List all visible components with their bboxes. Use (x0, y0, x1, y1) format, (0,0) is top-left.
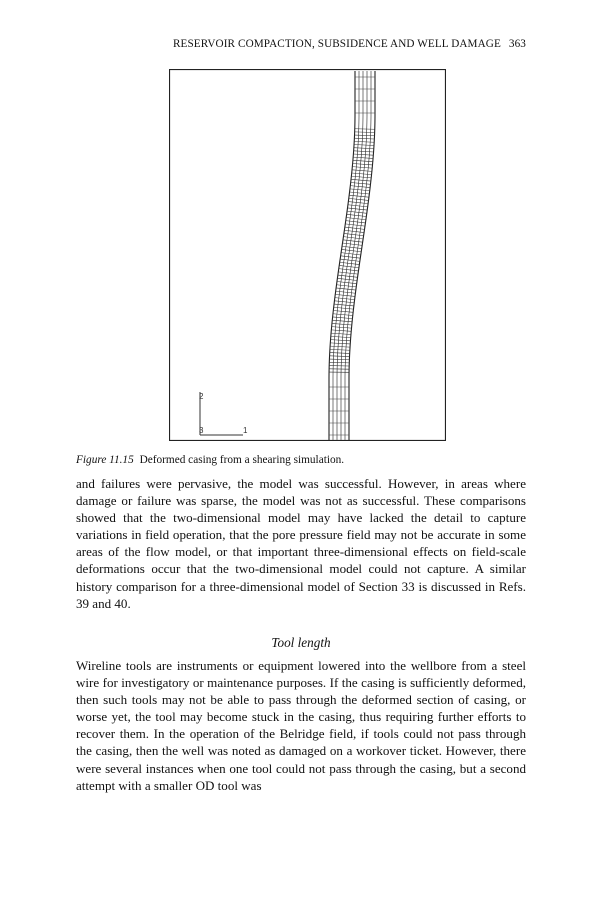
running-title: RESERVOIR COMPACTION, SUBSIDENCE AND WELL DAMAGE (172, 38, 501, 50)
figure-caption (76, 454, 526, 466)
axis-1-label: 1 (243, 426, 248, 435)
casing-simulation-figure (169, 69, 446, 441)
running-head (76, 38, 526, 50)
body-paragraph: and failures were pervasive, the model was successful. However, in areas where damage or failure was sparse, the model was not as successful. These comparisons showed that the two-dimensional model may have lacked the detail to capture variations in field operation, that the pore pressure field may not be accurate in some areas of the flow model, or that important three-dimensional effects on field-scale deformations occur that the two-dimensional model could not capture. A similar history comparison for a three-dimensional model of Section 33 is discussed in Refs. 39 and 40. (76, 476, 526, 611)
body-paragraph: Wireline tools are instruments or equipment lowered into the wellbore from a steel wire for investigatory or maintenance purposes. If the casing is sufficiently deformed, then such tools may not be able to pass through the deformed section of casing, or worse yet, the tool may become stuck in the casing, thus requiring further efforts to recover them. In the operation of the Belridge field, if tools could not pass through the casing, then the well was noted as damaged on a workover ticket. However, there were several instances when one tool could not pass through the casing, but a second attempt with a smaller OD tool was (76, 658, 526, 793)
page-number: 363 (508, 38, 526, 50)
figure-caption-label: Figure 11.15 (76, 454, 134, 466)
axis-3-label: 3 (199, 426, 204, 435)
axis-2-label: 2 (199, 392, 204, 401)
figure-frame (170, 70, 446, 441)
figure-caption-text: Deformed casing from a shearing simulation. (139, 454, 345, 466)
figure-deformed-casing (169, 69, 446, 441)
section-heading: Tool length (271, 635, 331, 650)
